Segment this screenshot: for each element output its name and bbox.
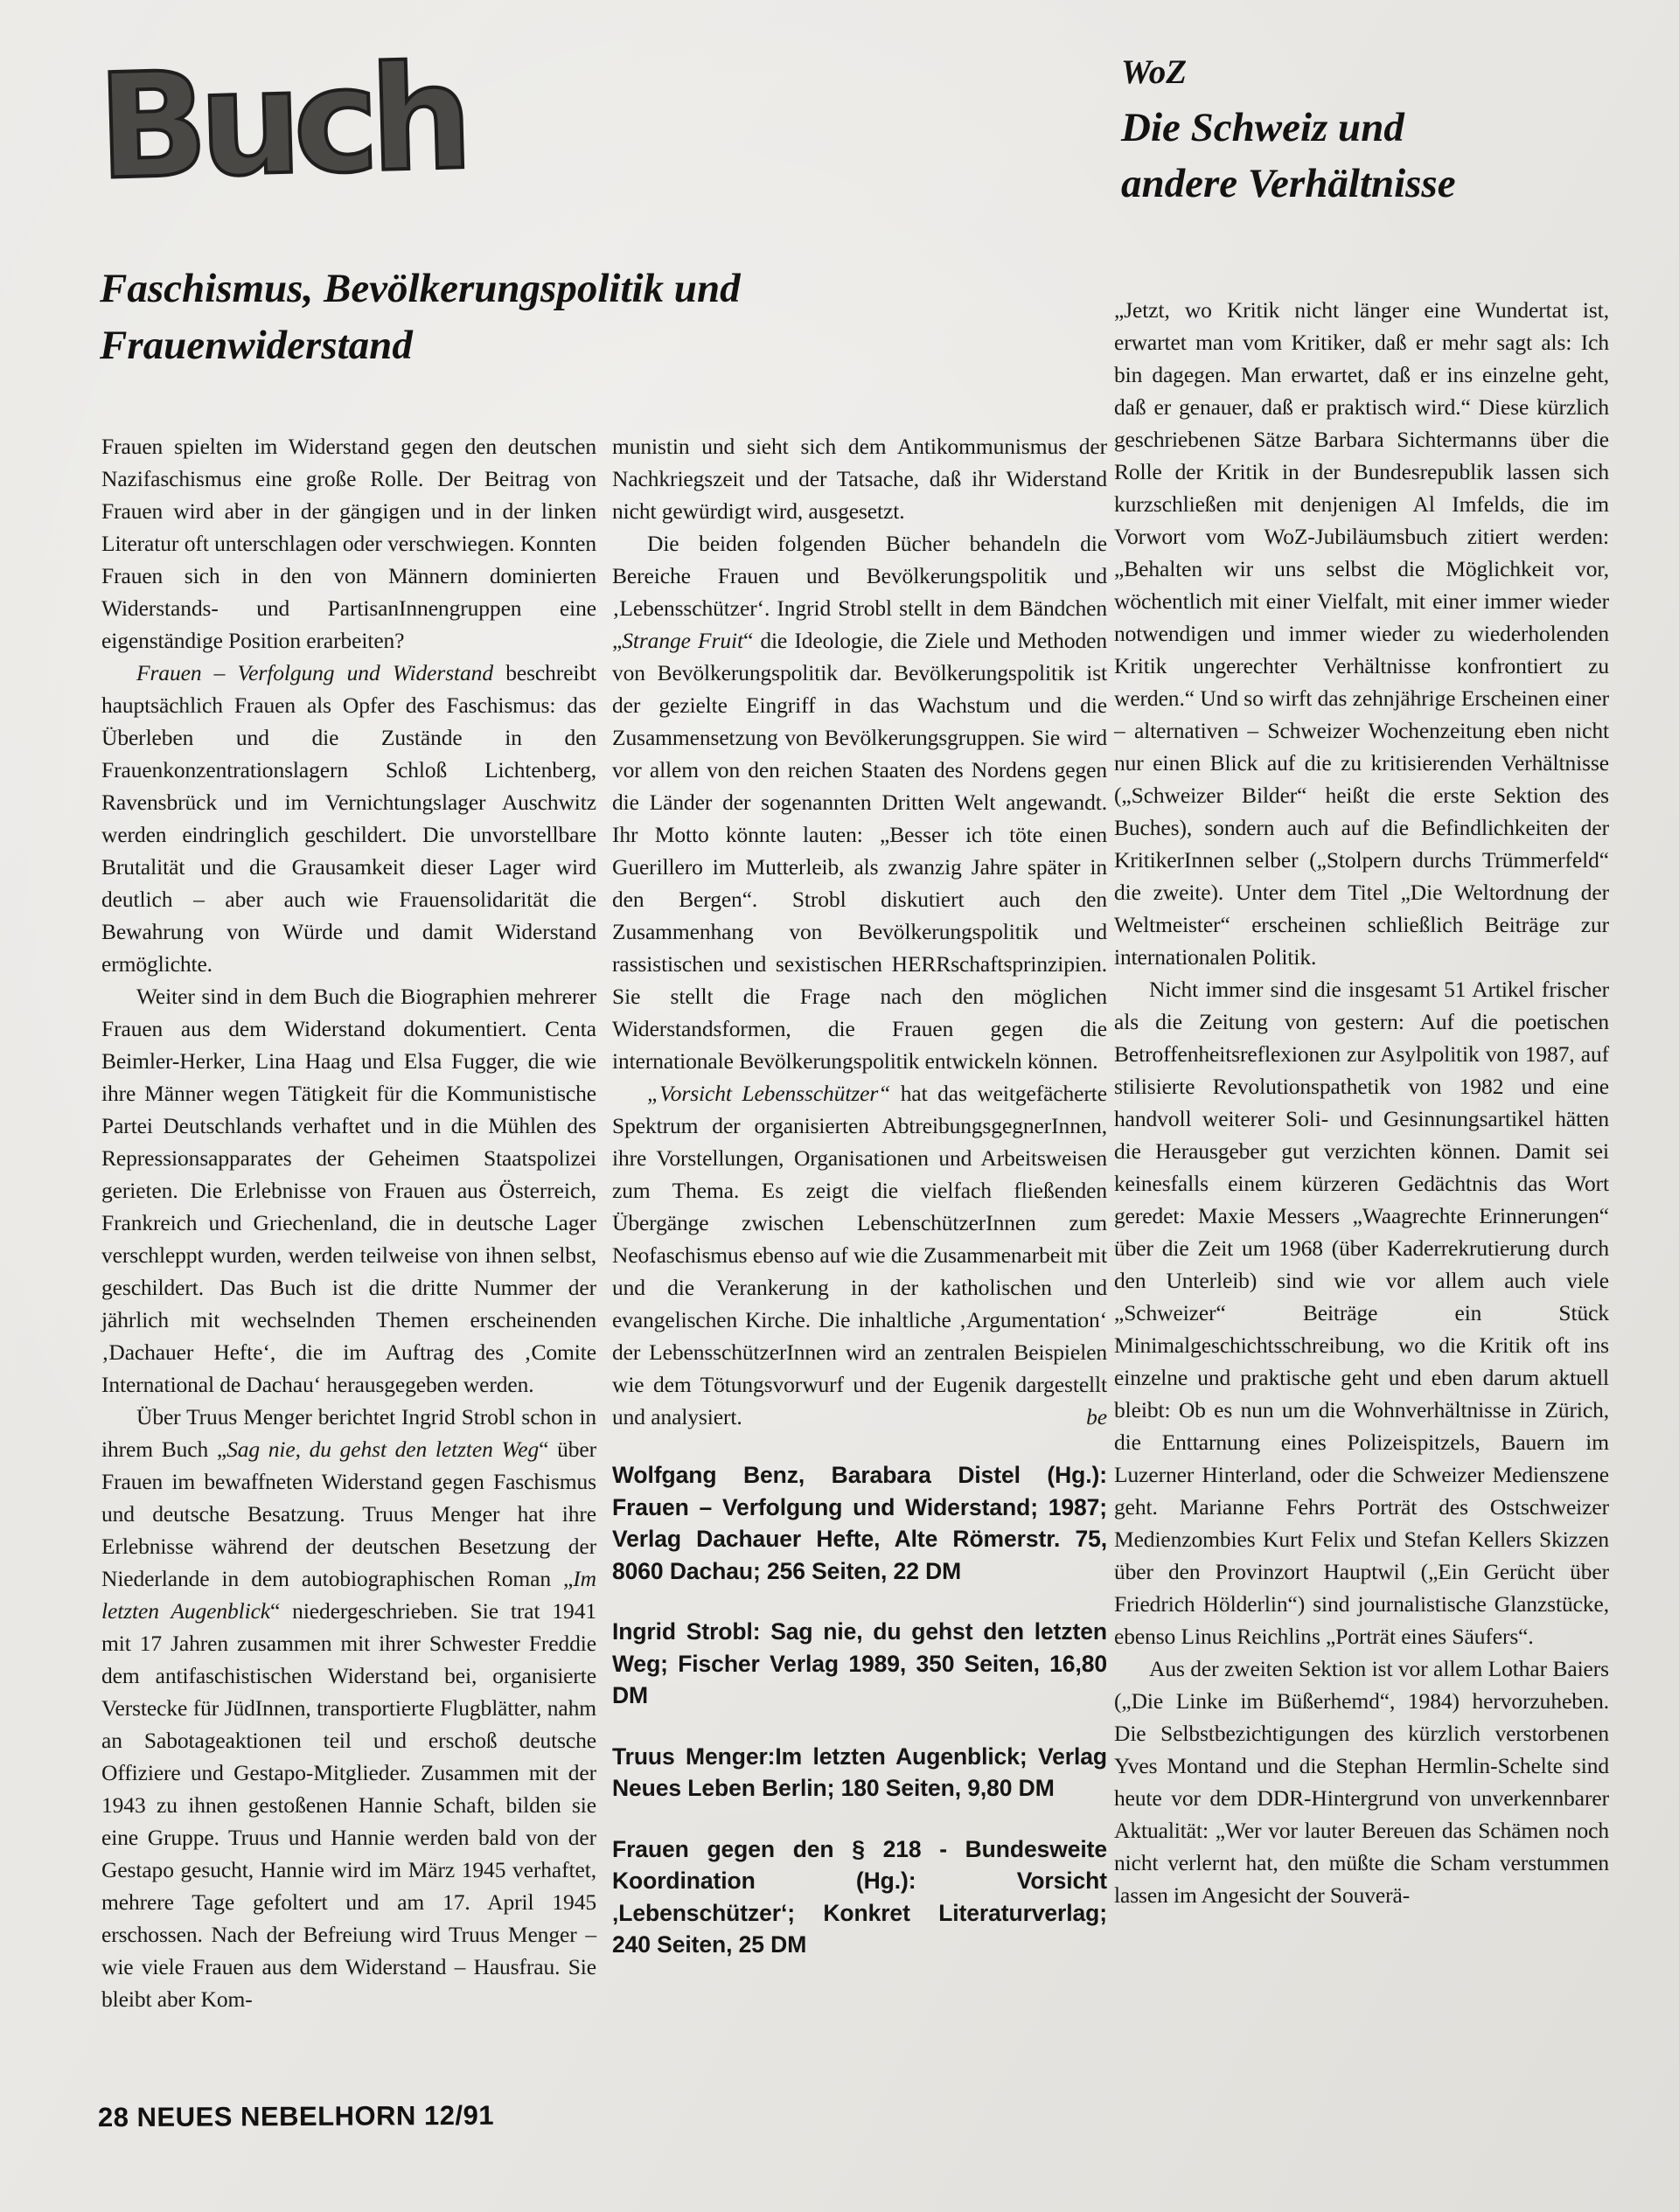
text-run: Aus der zweiten Sektion ist vor allem Lothar Baiers („Die Linke im Büßerhemd“, 1984) hervorzuheben. Die Selbstbezichtigungen des kürzlich verstorbenen Yves Montand und die Stephan Hermlin-Schelte sind heute vor dem DDR-Hintergrund von unverkennbarer Aktualität: „Wer vor lauter Bereuen das Schämen noch nicht verlernt hat, den müßte die Scham verstummen lassen im Angesicht der Souverä-: [1114, 1656, 1609, 1908]
right-title-line-1: Die Schweiz und: [1121, 105, 1404, 150]
body-paragraph: [1114, 294, 1609, 973]
body-paragraph: [101, 1401, 596, 2015]
body-paragraph: [101, 657, 596, 980]
text-run: „Vorsicht Lebensschützer“: [647, 1081, 891, 1106]
left-title-line-2: Frauenwiderstand: [100, 323, 413, 368]
right-article-header: [1121, 52, 1456, 212]
left-article-column-2: [612, 430, 1107, 1990]
body-paragraph: [1114, 1652, 1609, 1911]
body-paragraph: [612, 430, 1107, 527]
text-run: munistin und sieht sich dem Antikommunismus der Nachkriegszeit und der Tatsache, daß ihr Widerstand nicht gewürdigt wird, ausgesetzt.: [612, 434, 1107, 524]
right-article-column: [1114, 294, 1609, 1911]
text-run: Frauen spielten im Widerstand gegen den deutschen Nazifaschismus eine große Rolle. Der Beitrag von Frauen wird aber in der gängigen und in der linken Literatur oft unterschlagen oder verschwiegen. Konnten Frauen sich in den von Männern dominierten Widerstands- und PartisanInnengruppen eine eigenständige Position erarbeiten?: [101, 434, 596, 653]
text-run: “ über Frauen im bewaffneten Widerstand gegen Faschismus und deutsche Besatzung. Truus Menger hat ihre Erlebnisse während der deutschen Besetzung der Niederlande in dem autobiographischen Roman „: [101, 1436, 597, 1591]
bibliography-entry: [612, 1616, 1107, 1712]
text-run: Im letzten Augenblick: [101, 1566, 596, 1624]
text-run: hat das weitgefächerte Spektrum der organisierten AbtreibungsgegnerInnen, ihre Vorstellungen, Organisationen und Arbeitsweisen zum Thema. Es zeigt die vielfach fließenden Übergänge zwischen LebenschützerInnen zum Neofaschismus ebenso auf wie die Zusammenarbeit mit und die Verankerung in der katholischen und evangelischen Kirche. Die inhaltliche ‚Argumentation‘ der LebensschützerInnen wird an zentralen Beispielen wie dem Tötungsvorwurf und der Eugenik dargestellt und analysiert.: [612, 1081, 1107, 1429]
text-run: Truus Menger:Im letzten Augenblick; Verlag Neues Leben Berlin; 180 Seiten, 9,80 DM: [612, 1742, 1107, 1801]
body-paragraph: [101, 980, 596, 1401]
text-run: Die beiden folgenden Bücher behandeln die Bereiche Frauen und Bevölkerungspolitik und ‚Lebensschützer‘. Ingrid Strobl stellt in dem Bändchen „: [612, 531, 1107, 653]
text-run: Nicht immer sind die insgesamt 51 Artikel frischer als die Zeitung von gestern: Auf die poetischen Betroffenheitsreflexionen zur Asylpolitik von 1987, auf stilisierte Revolutionspathetik von 1982 und eine handvoll weiterer Soli- und Gesinnungsartikel hätten die Herausgeber gut verzichten können. Damit sei keinesfalls einem kürzeren Gedächtnis das Wort geredet: Maxie Messers „Waagrechte Erinnerungen“ über die Zeit um 1968 (über Kaderrekrutierung durch den Unterleib) sind wie vor allem auch viele „Schweizer“ Beiträge ein Stück Minimalgeschichtsschreibung, wo die Kritik oft ins einzelne und praktische geht und eben darum aktuell bleibt: Ob es nun um die Wohnverhältnisse in Zürich, die Enttarnung eines Polizeispitzels, Bauern im Luzerner Hinterland, oder die Schweizer Medienszene geht. Marianne Fehrs Porträt des Ostschweizer Medienzombies Kurt Felix und Stefan Kellers Skizzen über den Provinzort Hauptwil („Ein Gerücht über Friedrich Hölderlin“) sind journalistische Glanzstücke, ebenso Linus Reichlins „Porträt eines Säufers“.: [1114, 977, 1609, 1649]
text-run: “ niedergeschrieben. Sie trat 1941 mit 17 Jahren zusammen mit ihrer Schwester Freddie dem antifaschistischen Widerstand bei, organisierte Verstecke für JüdInnen, transportierte Flugblätter, nahm an Sabotageaktionen teil und erschoß deutsche Offiziere und Gestapo-Mitglieder. Zusammen mit der 1943 zu ihnen gestoßenen Hannie Schaft, bilden sie eine Gruppe. Truus und Hannie werden bald von der Gestapo gesucht, Hannie wird im März 1945 verhaftet, mehrere Tage gefoltert und am 17. April 1945 erschossen. Nach der Befreiung wird Truus Menger – wie viele Frauen aus dem Widerstand – Hausfrau. Sie bleibt aber Kom-: [101, 1598, 596, 2012]
text-run: Ingrid Strobl: Sag nie, du gehst den letzten Weg; Fischer Verlag 1989, 350 Seiten, 16,80 DM: [612, 1618, 1107, 1708]
bibliography: [612, 1459, 1107, 1961]
section-label-buch: Buch: [95, 33, 467, 212]
author-initials: be: [1086, 1404, 1107, 1429]
text-run: “ die Ideologie, die Ziele und Methoden von Bevölkerungspolitik dar. Bevölkerungspolitik ist der gezielte Eingriff in das Wachstum und die Zusammensetzung von Bevölkerungsgruppen. Sie wird vor allem von den reichen Staaten des Nordens gegen die Länder der sogenannten Dritten Welt angewandt. Ihr Motto könnte lauten: „Besser ich töte einen Guerillero im Mutterleib, als zwanzig Jahre später in den Bergen“. Strobl diskutiert auch den Zusammenhang von Bevölkerungspolitik und rassistischen und sexistischen HERRschaftsprinzipien. Sie stellt die Frage nach den möglichen Widerstandsformen, die Frauen gegen die internationale Bevölkerungspolitik entwickeln können.: [612, 628, 1107, 1074]
body-paragraph: [612, 1077, 1107, 1433]
bibliography-entry: [612, 1459, 1107, 1587]
text-run: „Jetzt, wo Kritik nicht länger eine Wundertat ist, erwartet man vom Kritiker, daß er mehr sagt als: Ich bin dagegen. Man erwartet, daß er ins einzelne geht, daß er genauer, daß er praktisch wird.“ Diese kürzlich geschriebenen Sätze Barbara Sichtermanns über die Rolle der Kritik in der Bundesrepublik lassen sich kurzschließen mit denjenigen Al Imfelds, die im Vorwort vom WoZ-Jubiläumsbuch zitiert werden: „Behalten wir uns selbst die Möglichkeit vor, wöchentlich mit einer Vielfalt, mit einer immer wieder notwendigen und immer wieder zu wiederholenden Kritik ungerechter Verhältnisse konfrontiert zu werden.“ Und so wirft das zehnjährige Erscheinen einer – alternativen – Schweizer Wochenzeitung eben nicht nur einen Blick auf die zu kritisierenden Verhältnisse („Schweizer Bilder“ heißt die erste Sektion des Buches), sondern auch auf die Befindlichkeiten der KritikerInnen selber („Stolpern durchs Trümmerfeld“ die zweite). Unter dem Titel „Die Weltordnung der Weltmeister“ erscheinen schließlich Beiträge zur internationalen Politik.: [1114, 297, 1609, 970]
text-run: Wolfgang Benz, Barabara Distel (Hg.): Frauen – Verfolgung und Widerstand; 1987; Verlag Dachauer Hefte, Alte Römerstr. 75, 8060 Dachau; 256 Seiten, 22 DM: [612, 1462, 1107, 1584]
body-paragraph: [612, 527, 1107, 1077]
body-paragraph: [1114, 973, 1609, 1652]
body-paragraph: [101, 430, 596, 657]
left-article-column-1: [101, 430, 596, 2015]
text-run: beschreibt hauptsächlich Frauen als Opfer des Faschismus: das Überleben und die Zustände in den Frauenkonzentrationslagern Schloß Lichtenberg, Ravensbrück und im Vernichtungslager Auschwitz werden eindringlich geschildert. Die unvorstellbare Brutalität und die Grausamkeit dieser Lager wird deutlich – aber auch wie Frauensolidarität die Bewahrung von Würde und damit Widerstand ermöglichte.: [101, 660, 596, 977]
bibliography-entry: [612, 1741, 1107, 1805]
left-title-line-1: Faschismus, Bevölkerungspolitik und: [100, 266, 741, 311]
right-title-line-2: andere Verhältnisse: [1121, 161, 1456, 206]
text-run: Frauen – Verfolgung und Widerstand: [136, 660, 493, 685]
page-footer: 28 NEUES NEBELHORN 12/91: [97, 2099, 495, 2133]
left-article-column-2-text: [612, 430, 1107, 1433]
text-run: Weiter sind in dem Buch die Biographien mehrerer Frauen aus dem Widerstand dokumentiert. Centa Beimler-Herker, Lina Haag und Elsa Fugger, die wie ihre Männer wegen Tätigkeit für die Kommunistische Partei Deutschlands verhaftet und in die Mühlen des Repressionsapparates der Geheimen Staatspolizei gerieten. Die Erlebnisse von Frauen aus Österreich, Frankreich und Griechenland, die in deutsche Lager verschleppt wurden, werden teilweise von ihnen selbst, geschildert. Das Buch ist die dritte Nummer der jährlich mit wechselnden Themen erscheinenden ‚Dachauer Hefte‘, die im Auftrag des ‚Comite International de Dachau‘ herausgegeben werden.: [101, 984, 596, 1397]
text-run: Sag nie, du gehst den letzten Weg: [226, 1436, 540, 1462]
text-run: Über Truus Menger berichtet Ingrid Strobl schon in ihrem Buch „: [101, 1404, 596, 1462]
left-article-title: [100, 261, 741, 374]
right-article-kicker: WoZ: [1121, 53, 1188, 91]
text-run: Strange Fruit: [622, 628, 743, 653]
right-article-title: [1121, 100, 1456, 212]
bibliography-entry: [612, 1833, 1107, 1961]
text-run: Frauen gegen den § 218 - Bundesweite Koordination (Hg.): Vorsicht ‚Lebenschützer‘; Konkret Literaturverlag; 240 Seiten, 25 DM: [612, 1835, 1107, 1958]
